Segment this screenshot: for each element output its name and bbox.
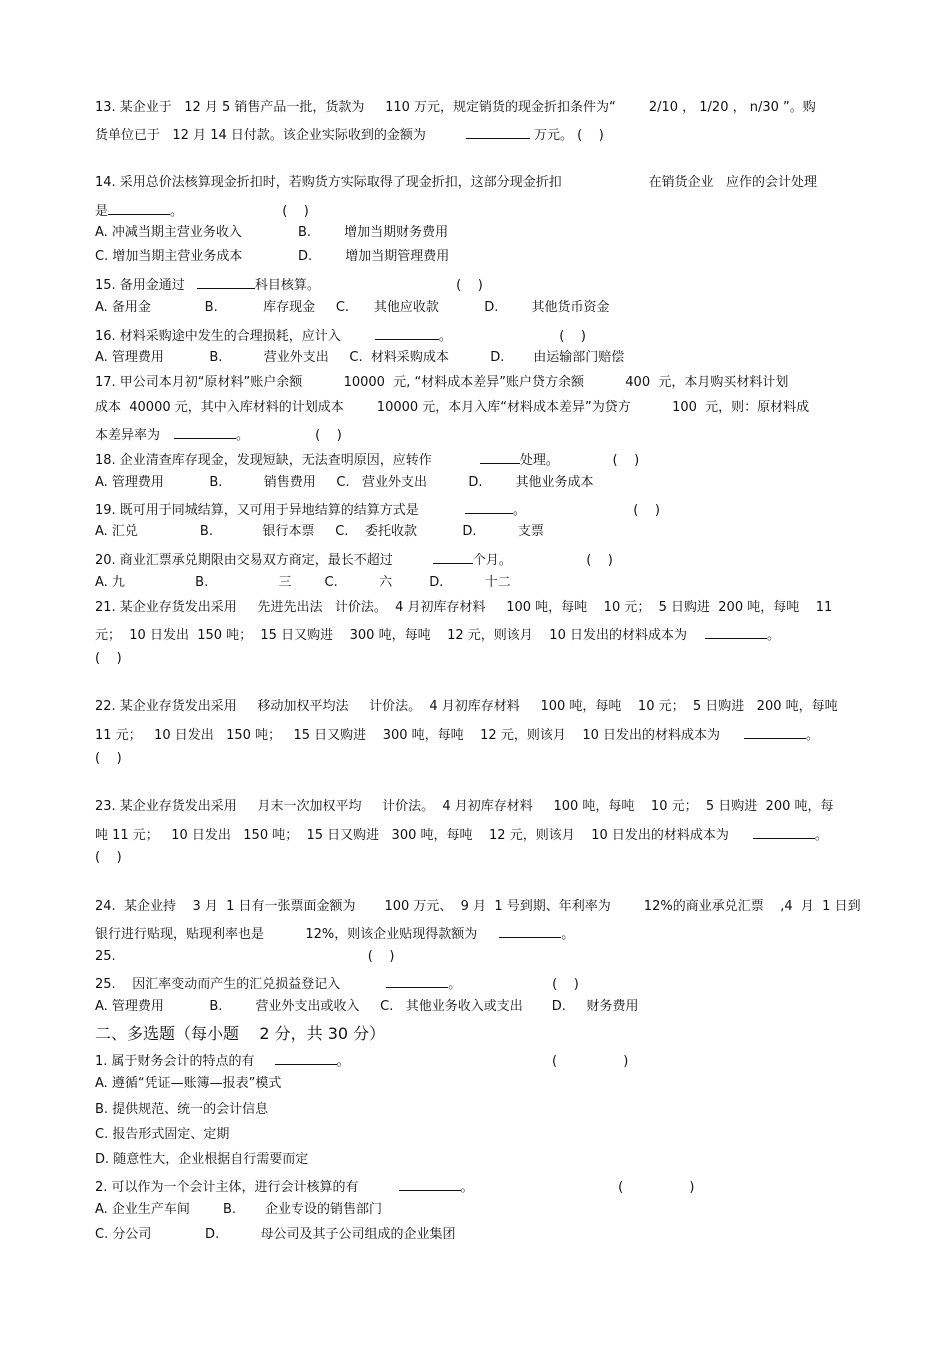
q16-text: 16. 材料采购途中发生的合理损耗，应计入 bbox=[95, 329, 341, 344]
q21-tail: 。 bbox=[766, 628, 780, 643]
m1-option-c: C. 报告形式固定、定期 bbox=[95, 1127, 230, 1142]
q19-text: 19. 既可用于同城结算，又可用于异地结算的结算方式是 bbox=[95, 503, 419, 518]
answer-blank[interactable] bbox=[197, 274, 255, 289]
m1-option-d: D. 随意性大，企业根据自行需要而定 bbox=[95, 1152, 309, 1167]
q14-option-b: B. 增加当期财务费用 bbox=[298, 225, 449, 240]
q17-line1: 17. 甲公司本月初“原材料”账户余额 10000 元, “材料成本差异”账户贷方余额 400 元，本月购买材料计划 bbox=[95, 375, 789, 390]
q20-text: 20. 商业汇票承兑期限由交易双方商定，最长不超过 bbox=[95, 553, 393, 568]
q24-tail: 。 bbox=[561, 927, 575, 942]
q16-options: A. 管理费用 B. 营业外支出 C. 材料采购成本 D. 由运输部门赔偿 bbox=[95, 350, 625, 365]
q20-tail: 个月。 ( ) bbox=[472, 553, 613, 568]
q14-line2 bbox=[95, 200, 309, 221]
q14-option-a: A. 冲减当期主营业务收入 bbox=[95, 225, 242, 240]
q17-text: 本差异率为 bbox=[95, 428, 161, 443]
answer-blank[interactable] bbox=[465, 499, 513, 514]
q18-line1 bbox=[95, 449, 639, 470]
m1-option-a: A. 遵循“凭证—账簿—报表”模式 bbox=[95, 1076, 282, 1091]
q21-line2 bbox=[95, 624, 780, 645]
q21-paren: ( ) bbox=[95, 651, 122, 666]
q23-tail: 。 bbox=[814, 828, 828, 843]
q15-tail: 科目核算。 ( ) bbox=[254, 278, 483, 293]
answer-blank[interactable] bbox=[744, 724, 806, 739]
m1-option-b: B. 提供规范、统一的会计信息 bbox=[95, 1102, 269, 1117]
answer-blank[interactable] bbox=[466, 124, 530, 139]
m2-tail: 。 ( ) bbox=[460, 1180, 695, 1195]
answer-blank[interactable] bbox=[480, 449, 520, 464]
m1-line1 bbox=[95, 1050, 628, 1071]
q16-tail: 。 ( ) bbox=[438, 329, 586, 344]
q19-options: A. 汇兑 B. 银行本票 C. 委托收款 D. 支票 bbox=[95, 524, 544, 539]
q14-line1: 14. 采用总价法核算现金折扣时，若购货方实际取得了现金折扣，这部分现金折扣 在销货企业 应作的会计处理 bbox=[95, 175, 817, 190]
q15-text: 15. 备用金通过 bbox=[95, 278, 185, 293]
q17-tail: 。 ( ) bbox=[236, 428, 342, 443]
q14-option-d: D. 增加当期管理费用 bbox=[298, 249, 450, 264]
answer-blank[interactable] bbox=[705, 624, 767, 639]
m2-text: 2. 可以作为一个会计主体，进行会计核算的有 bbox=[95, 1180, 359, 1195]
q15-options: A. 备用金 B. 库存现金 C. 其他应收款 D. 其他货币资金 bbox=[95, 300, 610, 315]
q25-options: A. 管理费用 B. 营业外支出或收入 C. 其他业务收入或支出 D. 财务费用 bbox=[95, 999, 639, 1014]
q13-tail: 万元。 ( ) bbox=[534, 128, 604, 143]
answer-blank[interactable] bbox=[174, 424, 236, 439]
q23-text: 吨 11 元； 10 日发出 150 吨； 15 日又购进 300 吨，每吨 12 元，则该月 10 日发出的材料成本为 bbox=[95, 828, 729, 843]
q14-tail: 。 ( ) bbox=[170, 204, 309, 219]
q18-text: 18. 企业清查库存现金，发现短缺，无法查明原因，应转作 bbox=[95, 453, 432, 468]
answer-blank[interactable] bbox=[399, 1176, 461, 1191]
m1-text: 1. 属于财务会计的特点的有 bbox=[95, 1054, 255, 1069]
q24-line3: 25. ( ) bbox=[95, 949, 395, 964]
q24-text: 银行进行贴现，贴现利率也是 12%，则该企业贴现得款额为 bbox=[95, 927, 478, 942]
q17-line2: 成本 40000 元，其中入库材料的计划成本 10000 元，本月入库“材料成本差异”为贷方 100 元，则：原材料成 bbox=[95, 400, 810, 415]
q19-line1 bbox=[95, 499, 660, 520]
q19-tail: 。 ( ) bbox=[512, 503, 660, 518]
answer-blank[interactable] bbox=[375, 325, 439, 340]
m1-tail: 。 ( ) bbox=[336, 1054, 629, 1069]
q13-text: 货单位已于 12 月 14 日付款。该企业实际收到的金额为 bbox=[95, 128, 426, 143]
q23-paren: ( ) bbox=[95, 850, 122, 865]
q17-line3 bbox=[95, 424, 342, 445]
m2-line1 bbox=[95, 1176, 694, 1197]
q18-tail: 处理。 ( ) bbox=[519, 453, 640, 468]
q22-paren: ( ) bbox=[95, 751, 122, 766]
q22-line2 bbox=[95, 724, 819, 745]
q23-line2 bbox=[95, 824, 828, 845]
answer-blank[interactable] bbox=[499, 923, 561, 938]
m2-options-cd: C. 分公司 D. 母公司及其子公司组成的企业集团 bbox=[95, 1227, 456, 1242]
q18-options: A. 管理费用 B. 销售费用 C. 营业外支出 D. 其他业务成本 bbox=[95, 475, 594, 490]
q25-line1 bbox=[95, 973, 579, 994]
answer-blank[interactable] bbox=[753, 824, 815, 839]
q23-line1: 23. 某企业存货发出采用 月末一次加权平均 计价法。 4 月初库存材料 100 吨，每吨 10 元； 5 日购进 200 吨，每 bbox=[95, 799, 834, 814]
q20-line1 bbox=[95, 549, 613, 570]
answer-blank[interactable] bbox=[275, 1050, 337, 1065]
q21-line1: 21. 某企业存货发出采用 先进先出法 计价法。 4 月初库存材料 100 吨，每吨 10 元； 5 日购进 200 吨，每吨 11 bbox=[95, 600, 833, 615]
q22-tail: 。 bbox=[806, 728, 820, 743]
q25-text: 25. 因汇率变动而产生的汇兑损益登记入 bbox=[95, 977, 341, 992]
q21-text: 元； 10 日发出 150 吨； 15 日又购进 300 吨，每吨 12 元，则该月 10 日发出的材料成本为 bbox=[95, 628, 687, 643]
q22-line1: 22. 某企业存货发出采用 移动加权平均法 计价法。 4 月初库存材料 100 吨，每吨 10 元； 5 日购进 200 吨，每吨 bbox=[95, 699, 838, 714]
answer-blank[interactable] bbox=[108, 200, 170, 215]
section-heading: 二、多选题（每小题 2 分，共 30 分） bbox=[95, 1024, 386, 1043]
q16-line1 bbox=[95, 325, 586, 346]
q13-line1: 13. 某企业于 12 月 5 销售产品一批，货款为 110 万元，规定销货的现金折扣条件为“ 2/10 ， 1/20 ， n/30 ”。购 bbox=[95, 100, 816, 115]
q24-line1: 24. 某企业持 3 月 1 日有一张票面金额为 100 万元、 9 月 1 号到期、年利率为 12%的商业承兑汇票 ,4 月 1 日到 bbox=[95, 899, 861, 914]
q14-option-c: C. 增加当期主营业务成本 bbox=[95, 249, 243, 264]
m2-options-ab: A. 企业生产车间 B. 企业专设的销售部门 bbox=[95, 1202, 382, 1217]
q13-line2 bbox=[95, 124, 604, 145]
q15-line1 bbox=[95, 274, 483, 295]
q24-line2 bbox=[95, 923, 574, 944]
q20-options: A. 九 B. 三 C. 六 D. 十二 bbox=[95, 575, 511, 590]
q14-text: 是 bbox=[95, 204, 109, 219]
q22-text: 11 元； 10 日发出 150 吨； 15 日又购进 300 吨，每吨 12 元，则该月 10 日发出的材料成本为 bbox=[95, 728, 721, 743]
answer-blank[interactable] bbox=[433, 549, 473, 564]
answer-blank[interactable] bbox=[386, 973, 448, 988]
q25-tail: 。 ( ) bbox=[448, 977, 579, 992]
